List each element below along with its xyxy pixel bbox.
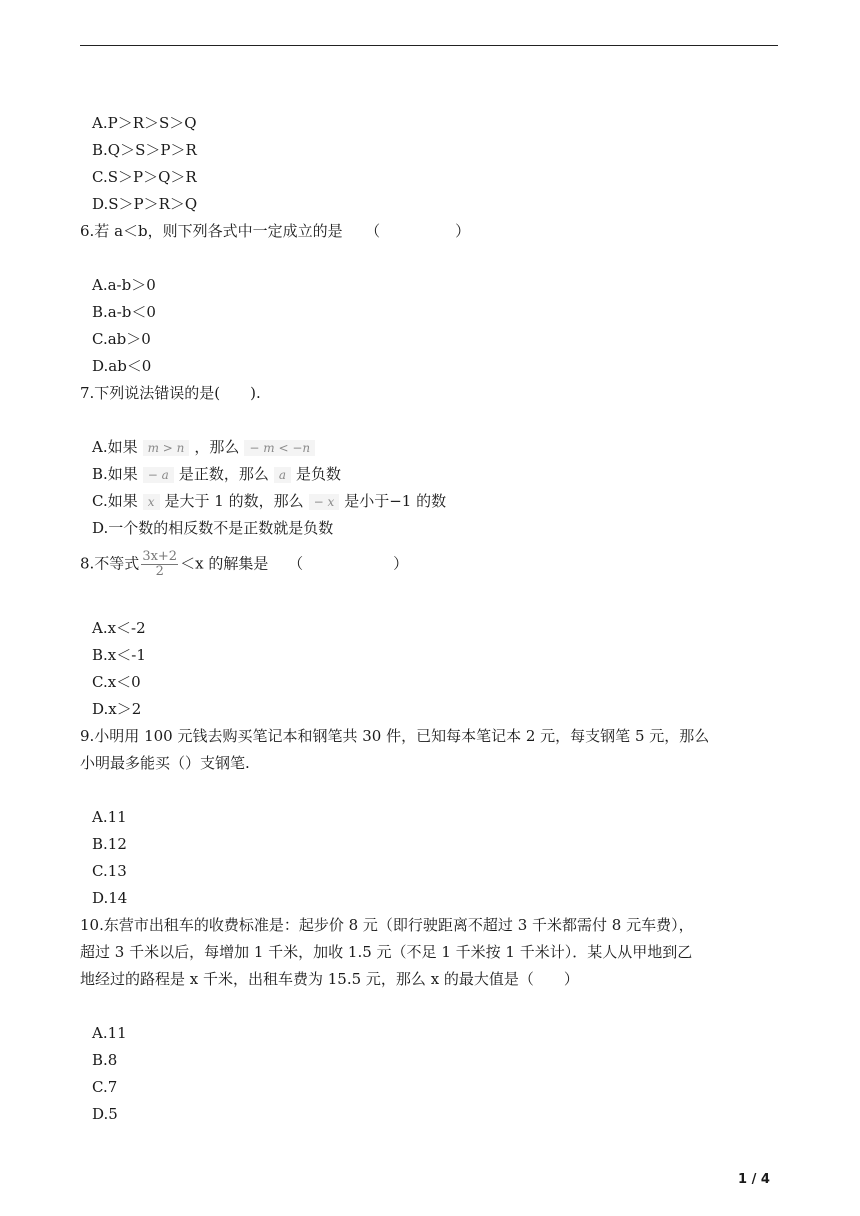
q7-option-a	[92, 437, 320, 457]
q5-option-d: D.S＞P＞R＞Q	[92, 195, 198, 213]
q5-option-b: B.Q＞S＞P＞R	[92, 141, 197, 159]
q7-c-math1: x	[143, 494, 160, 510]
q9-stem-line1: 9.小明用 100 元钱去购买笔记本和钢笔共 30 件，已知每本笔记本 2 元，每支钢笔 5 元，那么	[80, 727, 710, 745]
q7-b-math2: a	[274, 467, 291, 483]
q7-c-text2: 是大于 1 的数，那么	[164, 492, 304, 510]
q6-option-d: D.ab＜0	[92, 357, 152, 375]
q9-option-a: A.11	[92, 808, 127, 826]
q9-option-d: D.14	[92, 889, 128, 907]
q7-option-d: D.一个数的相反数不是正数就是负数	[92, 519, 334, 537]
q8-option-d: D.x＞2	[92, 700, 142, 718]
q10-stem-line2: 超过 3 千米以后，每增加 1 千米，加收 1.5 元（不足 1 千米按 1 千米计）．某人从甲地到乙	[80, 943, 693, 961]
q7-option-b	[92, 464, 341, 484]
q10-option-d: D.5	[92, 1105, 118, 1123]
q6-stem: 6.若 a＜b，则下列各式中一定成立的是 （ ）	[80, 222, 471, 240]
q10-stem-line1: 10.东营市出租车的收费标准是：起步价 8 元（即行驶距离不超过 3 千米都需付 8 元车费），	[80, 916, 694, 934]
q9-stem-line2: 小明最多能买（）支钢笔.	[80, 754, 250, 772]
q7-c-math2: − x	[309, 494, 340, 510]
q7-c-text1: C.如果	[92, 492, 138, 510]
q7-option-c	[92, 491, 446, 511]
q8-option-b: B.x＜-1	[92, 646, 146, 664]
q10-stem-line3: 地经过的路程是 x 千米，出租车费为 15.5 元，那么 x 的最大值是（ ）	[80, 970, 579, 988]
q9-option-b: B.12	[92, 835, 127, 853]
q6-option-b: B.a-b＜0	[92, 303, 156, 321]
q7-a-math2: − m < −n	[244, 440, 315, 456]
q9-option-c: C.13	[92, 862, 127, 880]
q6-option-c: C.ab＞0	[92, 330, 151, 348]
q8-option-a: A.x＜-2	[92, 619, 146, 637]
q8-option-c: C.x＜0	[92, 673, 141, 691]
q5-option-a: A.P＞R＞S＞Q	[92, 114, 197, 132]
q8-stem	[80, 550, 408, 579]
q7-stem: 7.下列说法错误的是( ).	[80, 384, 261, 402]
page-number: 1 / 4	[738, 1172, 770, 1187]
q10-option-c: C.7	[92, 1078, 118, 1096]
q7-a-math1: m > n	[143, 440, 190, 456]
q7-b-text1: B.如果	[92, 465, 138, 483]
q8-prefix: 8.不等式	[80, 554, 140, 573]
q7-a-text1: A.如果	[92, 438, 138, 456]
q10-option-b: B.8	[92, 1051, 118, 1069]
q8-fraction-denominator: 2	[155, 564, 164, 579]
q7-a-text2: ，那么	[194, 438, 240, 456]
q8-fraction-numerator: 3x+2	[142, 549, 178, 564]
q7-b-math1: − a	[143, 467, 174, 483]
q8-fraction	[141, 550, 178, 579]
q7-b-text2: 是正数，那么	[178, 465, 269, 483]
q10-option-a: A.11	[92, 1024, 127, 1042]
q5-option-c: C.S＞P＞Q＞R	[92, 168, 197, 186]
q7-c-text3: 是小于−1 的数	[344, 492, 447, 510]
q8-suffix: ＜x 的解集是 （ ）	[180, 554, 409, 573]
header-rule	[80, 45, 778, 46]
q7-b-text3: 是负数	[296, 465, 342, 483]
q6-option-a: A.a-b＞0	[92, 276, 156, 294]
